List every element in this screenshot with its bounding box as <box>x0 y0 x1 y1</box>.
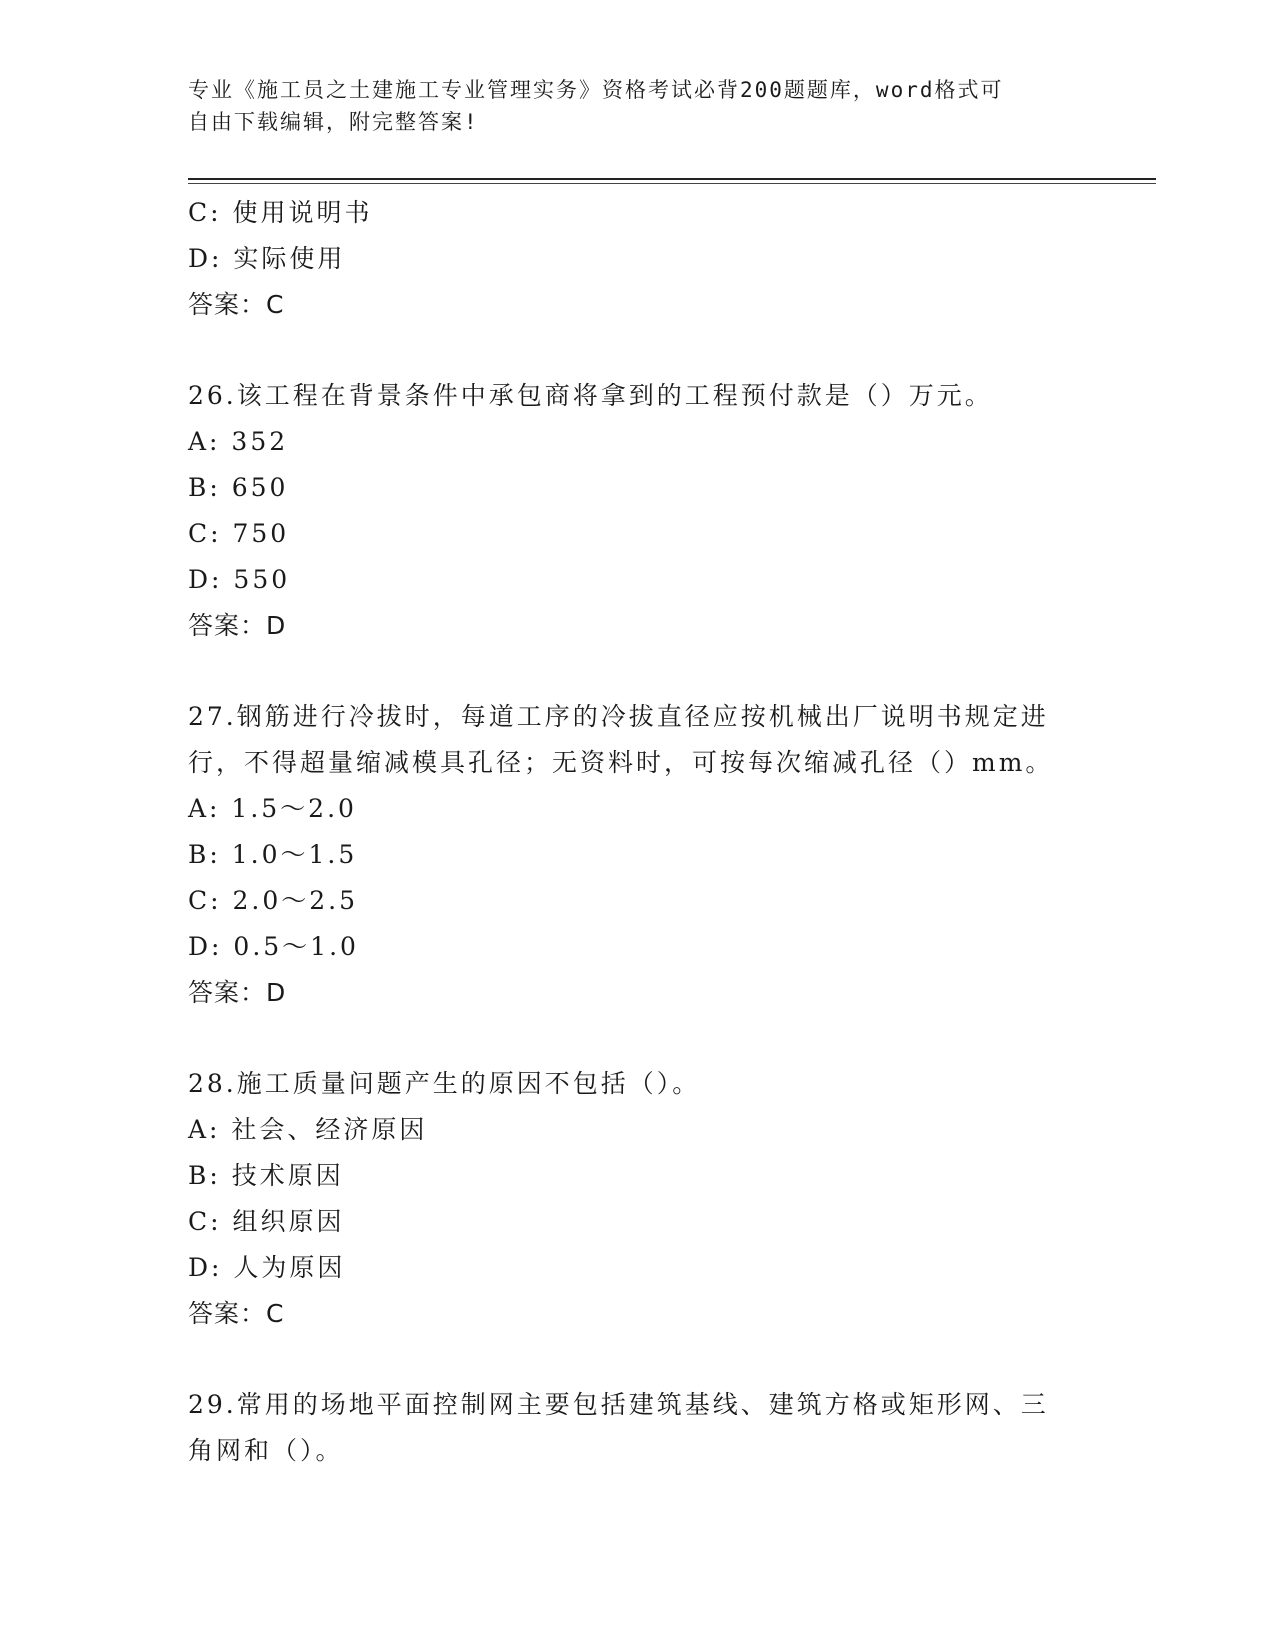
option-b: B: 1.0～1.5 <box>188 840 358 869</box>
header-line-2: 自由下载编辑，附完整答案! <box>188 110 479 134</box>
header-divider-thick <box>188 178 1156 180</box>
option-d: D: 人为原因 <box>188 1253 346 1282</box>
question-29 <box>188 1382 1088 1474</box>
option-c: C: 2.0～2.5 <box>188 886 359 915</box>
question-text: 26.该工程在背景条件中承包商将拿到的工程预付款是（）万元。 <box>188 381 993 410</box>
question-text: 29.常用的场地平面控制网主要包括建筑基线、建筑方格或矩形网、三 <box>188 1390 1049 1419</box>
continuation-block <box>188 190 1088 328</box>
question-27 <box>188 694 1088 1016</box>
question-28 <box>188 1061 1088 1337</box>
question-text: 28.施工质量问题产生的原因不包括（）。 <box>188 1069 701 1098</box>
option-d: D: 0.5～1.0 <box>188 932 359 961</box>
option-b: B: 650 <box>188 473 289 502</box>
option-a: A: 1.5～2.0 <box>188 794 357 823</box>
answer-line: 答案：D <box>188 611 287 640</box>
answer-line: 答案：C <box>188 1299 285 1328</box>
answer-line: 答案：D <box>188 978 287 1007</box>
spacer <box>188 1337 1088 1382</box>
option-d: D: 实际使用 <box>188 244 346 273</box>
option-d: D: 550 <box>188 565 291 594</box>
spacer <box>188 1016 1088 1061</box>
option-c: C: 组织原因 <box>188 1207 345 1236</box>
option-b: B: 技术原因 <box>188 1161 344 1190</box>
option-a: A: 352 <box>188 427 289 456</box>
question-26 <box>188 373 1088 649</box>
option-a: A: 社会、经济原因 <box>188 1115 428 1144</box>
document-body <box>188 190 1088 1474</box>
header-divider-thin <box>188 183 1156 184</box>
question-text-continued: 角网和（）。 <box>188 1436 344 1465</box>
option-c: C: 750 <box>188 519 290 548</box>
header-line-1: 专业《施工员之土建施工专业管理实务》资格考试必背200题题库，word格式可 <box>188 78 1004 102</box>
page-header <box>188 74 1068 138</box>
question-text: 27.钢筋进行冷拔时，每道工序的冷拔直径应按机械出厂说明书规定进 <box>188 702 1049 731</box>
question-text-continued: 行，不得超量缩减模具孔径；无资料时，可按每次缩减孔径（）mm。 <box>188 748 1054 777</box>
spacer <box>188 328 1088 373</box>
answer-line: 答案：C <box>188 290 285 319</box>
option-c: C: 使用说明书 <box>188 198 373 227</box>
spacer <box>188 649 1088 694</box>
